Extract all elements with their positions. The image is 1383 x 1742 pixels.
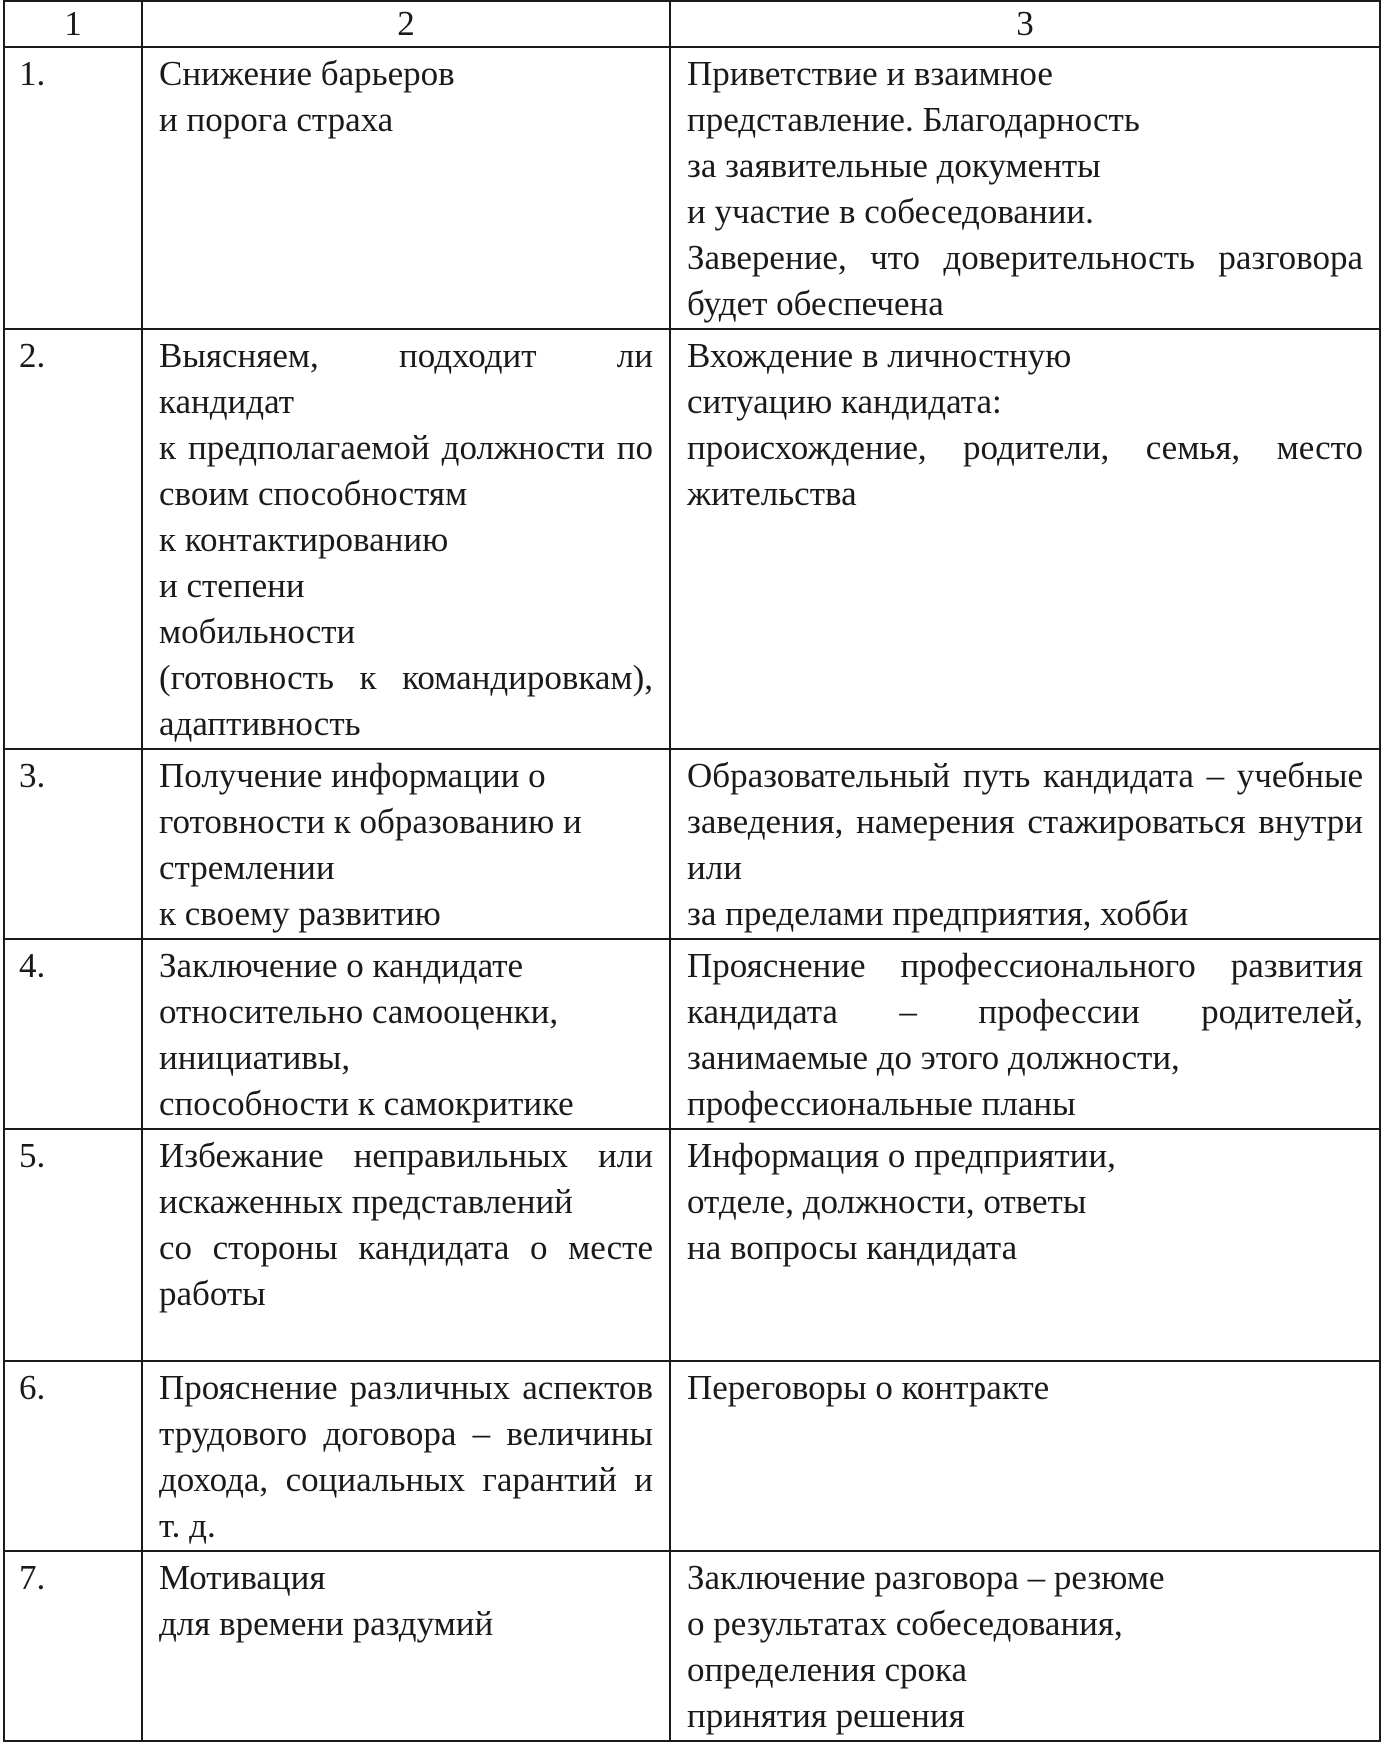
row-number: 2. — [4, 329, 142, 749]
row-goal: Заключение о кандидате относительно самооценки, инициативы, способности к самокритике — [142, 939, 670, 1129]
row-number: 4. — [4, 939, 142, 1129]
table-row-4 — [4, 939, 1380, 1129]
header-cell-2: 2 — [142, 1, 670, 47]
header-cell-3: 3 — [670, 1, 1380, 47]
row-number: 6. — [4, 1361, 142, 1551]
row-content: Заключение разговора – резюме о результатах собеседования, определения срока принятия решения — [670, 1551, 1380, 1741]
row-content: Информация о предприятии, отделе, должности, ответы на вопросы кандидата — [670, 1129, 1380, 1361]
table-row-1 — [4, 47, 1380, 329]
row-number: 1. — [4, 47, 142, 329]
row-goal: Снижение барьеров и порога страха — [142, 47, 670, 329]
row-goal: Избежание неправильных или искаженных представлений со стороны кандидата о месте работы — [142, 1129, 670, 1361]
row-goal: Прояснение различных аспектов трудового договора – величины дохода, социальных гарантий и т. д. — [142, 1361, 670, 1551]
row-content: Образовательный путь кандидата – учебные заведения, намерения стажироваться внутри или за пределами предприятия, хобби — [670, 749, 1380, 939]
table-header-row — [4, 1, 1380, 47]
header-cell-1: 1 — [4, 1, 142, 47]
table-row-2 — [4, 329, 1380, 749]
interview-stages-table — [3, 0, 1381, 1742]
row-number: 3. — [4, 749, 142, 939]
row-number: 5. — [4, 1129, 142, 1361]
row-goal: Получение информации о готовности к образованию и стремлении к своему развитию — [142, 749, 670, 939]
row-number: 7. — [4, 1551, 142, 1741]
row-goal: Выясняем, подходит ли кандидат к предполагаемой должности по своим способностям к контактированию и степени мобильности (готовность к командировкам), адаптивность — [142, 329, 670, 749]
row-content: Вхождение в личностную ситуацию кандидата: происхождение, родители, семья, место жительства — [670, 329, 1380, 749]
row-content: Приветствие и взаимное представление. Благодарность за заявительные документы и участие в собеседовании. Заверение, что доверительность разговора будет обеспечена — [670, 47, 1380, 329]
row-content: Переговоры о контракте — [670, 1361, 1380, 1551]
table-row-3 — [4, 749, 1380, 939]
table-row-5 — [4, 1129, 1380, 1361]
row-goal: Мотивация для времени раздумий — [142, 1551, 670, 1741]
row-content: Прояснение профессионального развития кандидата – профессии родителей, занимаемые до этого должности, профессиональные планы — [670, 939, 1380, 1129]
table-row-7 — [4, 1551, 1380, 1741]
table-row-6 — [4, 1361, 1380, 1551]
